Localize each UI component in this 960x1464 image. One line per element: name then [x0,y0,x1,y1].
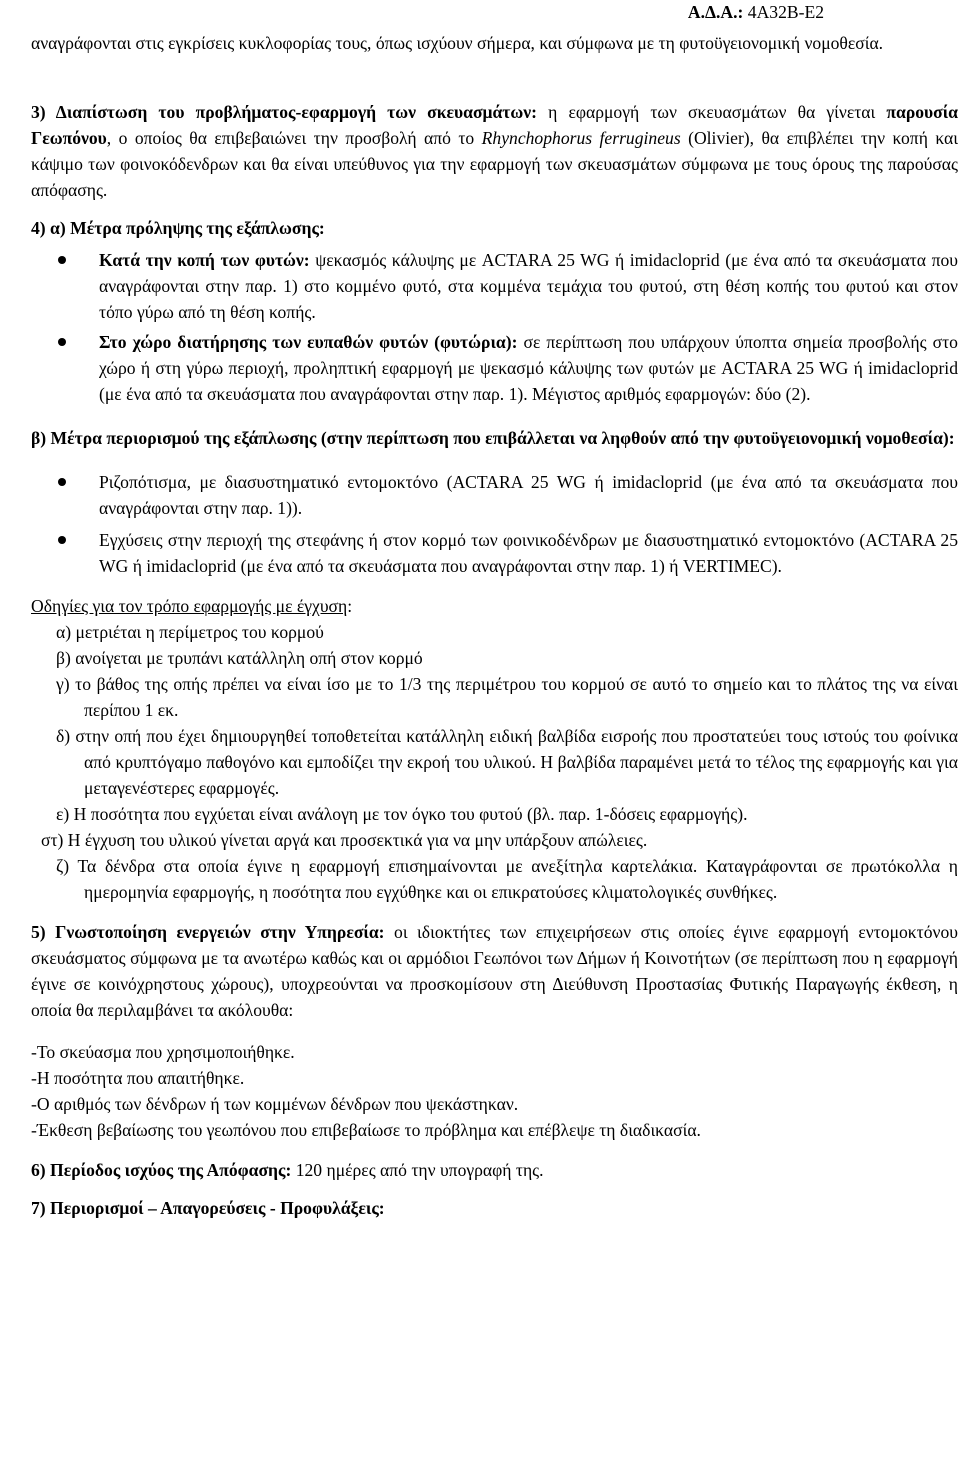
bullet-1-text: ψεκασμός κάλυψης με ACTARA 25 WG ή imidacloprid (με ένα από τα σκευάσματα που αναγράφονται στην παρ. 1) στο κομμένο φυτό, στα κομμένα τεμάχια του φυτού, στη θέση κοπής του φυτού και στον τόπο γύρω από τη θέση κοπής. [99,250,958,322]
bullet-icon [58,338,66,346]
step-a: α) μετριέται η περίμετρος του κορμού [56,622,324,642]
section-4b-heading-text: β) Μέτρα περιορισμού της εξάπλωσης (στην περίπτωση που επιβάλλεται να ληφθούν από την φυτοϋγειονομική νομοθεσία): [31,428,955,448]
bullet-icon [58,478,66,486]
step-b: β) ανοίγεται με τρυπάνι κατάλληλη οπή στον κορμό [56,648,423,668]
section-3-text-a: η εφαρμογή των σκευασμάτων θα γίνεται [537,102,887,122]
step-z: ζ) Τα δένδρα στα οποία έγινε η εφαρμογή επισημαίνονται με ανεξίτηλα καρτελάκια. Καταγράφονται σε πρωτόκολλα η ημερομηνία εφαρμογής, η ποσότητα που εγχύθηκε και οι επικρατούσες κλιματολογικές συνθήκες. [56,856,958,902]
intro-paragraph: αναγράφονται στις εγκρίσεις κυκλοφορίας τους, όπως ισχύουν σήμερα, και σύμφωνα με τη φυτοϋγειονομική νομοθεσία. [31,33,884,53]
section-4b-bullet-2 [31,527,958,579]
instructions-title [31,593,958,619]
section-4b-bullet-1 [31,469,958,521]
list-item: -Έκθεση βεβαίωσης του γεωπόνου που επιβεβαίωσε το πρόβλημα και επέβλεψε τη διαδικασία. [31,1120,701,1140]
bullet-text: Εγχύσεις στην περιοχή της στεφάνης ή στον κορμό των φοινικοδένδρων με διασυστηματικό εντομοκτόνο (ACTARA 25 WG ή imidacloprid (με ένα από τα σκευάσματα που αναγράφονται στην παρ. 1) ή VERTIMEC). [99,530,958,576]
list-item: -Η ποσότητα που απαιτήθηκε. [31,1068,245,1088]
instructions-title-colon: : [347,596,353,616]
section-3-paragraph [31,99,958,203]
section-7-paragraph [31,1195,958,1221]
section-5-list [31,1039,958,1143]
list-item: -Ο αριθμός των δένδρων ή των κομμένων δένδρων που ψεκάστηκαν. [31,1094,519,1114]
section-4a-bullet-1 [31,247,958,325]
bullet-2-text: σε περίπτωση που υπάρχουν ύποπτα σημεία προσβολής στο χώρο ή στη γύρω περιοχή, προληπτική εφαρμογή με ψεκασμό κάλυψης των φυτών με ACTARA 25 WG ή imidacloprid (με ένα από τα σκευάσματα που αναγράφονται στην παρ. 1). Μέγιστος αριθμός εφαρμογών: δύο (2). [99,332,958,404]
document-body [31,30,958,1221]
section-3-species: Rhynchophorus ferrugineus [481,128,681,148]
ada-code: 4Α32Β-Ε2 [747,2,824,22]
section-7-heading: 7) Περιορισμοί – Απαγορεύσεις - Προφυλάξεις: [31,1198,385,1218]
step-c: γ) το βάθος της οπής πρέπει να είναι ίσο με το 1/3 της περιμέτρου του κορμού σε αυτό το σημείο και το πλάτος της να είναι περίπου 1 εκ. [56,674,958,720]
bullet-icon [58,256,66,264]
section-3-agronomist: παρουσία Γεωπόνου [31,102,959,148]
bullet-text: Ριζοπότισμα, με διασυστηματικό εντομοκτόνο (ACTARA 25 WG ή imidacloprid (με ένα από τα σκευάσματα που αναγράφονται στην παρ. 1)). [99,472,958,518]
section-5-paragraph [31,919,958,1023]
section-4a-bullet-2 [31,329,958,407]
section-5-text: οι ιδιοκτήτες των επιχειρήσεων στις οποίες έγινε εφαρμογή εντομοκτόνου σκευάσματος σύμφωνα με τα ανωτέρω καθώς και οι αρμόδιοι Γεωπόνοι των Δήμων ή Κοινοτήτων (σε περίπτωση που η εφαρμογή έγινε σε κοινόχρηστους χώρους), υποχρεούνται να προσκομίσουν στη Διεύθυνση Προστασίας Φυτικής Παραγωγής έκθεση, η οποία θα περιλαμβάνει τα ακόλουθα: [31,922,958,1020]
section-6-paragraph [31,1157,958,1183]
section-6-text: 120 ημέρες από την υπογραφή της. [291,1160,544,1180]
section-4a-heading-text: 4) α) Μέτρα πρόληψης της εξάπλωσης: [31,218,325,238]
section-3-text-e: (Olivier), θα επιβλέπει την κοπή και κάψιμο των φοινοκόδενδρων και θα είναι υπεύθυνος για την εφαρμογή των σκευασμάτων σύμφωνα με τους όρους της παρούσας απόφασης. [31,128,958,200]
section-6-heading: 6) Περίοδος ισχύος της Απόφασης: [31,1160,292,1180]
section-4b-heading [31,425,958,451]
document-header [688,0,824,24]
section-4a-heading [31,215,958,241]
ada-label: Α.Δ.Α.: [687,2,744,22]
section-3-heading: 3) Διαπίστωση του προβλήματος-εφαρμογή των σκευασμάτων: [31,102,537,122]
step-st: στ) Η έγχυση του υλικού γίνεται αργά και προσεκτικά για να μην υπάρξουν απώλειες. [41,830,648,850]
section-3-text-c: , ο οποίος θα επιβεβαιώνει την προσβολή από το [106,128,482,148]
bullet-2-title: Στο χώρο διατήρησης των ευπαθών φυτών (φυτώρια): [99,332,518,352]
bullet-1-title: Κατά την κοπή των φυτών: [99,250,310,270]
bullet-icon [58,536,66,544]
list-item: -Το σκεύασμα που χρησιμοποιήθηκε. [31,1042,295,1062]
section-5-heading: 5) Γνωστοποίηση ενεργειών στην Υπηρεσία: [31,922,385,942]
step-e: ε) Η ποσότητα που εγχύεται είναι ανάλογη με τον όγκο του φυτού (βλ. παρ. 1-δόσεις εφαρμογής). [56,804,748,824]
instructions-title-text: Οδηγίες για τον τρόπο εφαρμογής με έγχυση [31,596,348,616]
step-d: δ) στην οπή που έχει δημιουργηθεί τοποθετείται κατάλληλη ειδική βαλβίδα εισροής που προστατεύει τους ιστούς του φοίνικα από κρυπτόγαμο παθογόνο και εμποδίζει την εκροή του υλικού. Η βαλβίδα παραμένει μετά το τέλος της εφαρμογής και για μεταγενέστερες εφαρμογές. [56,726,958,798]
